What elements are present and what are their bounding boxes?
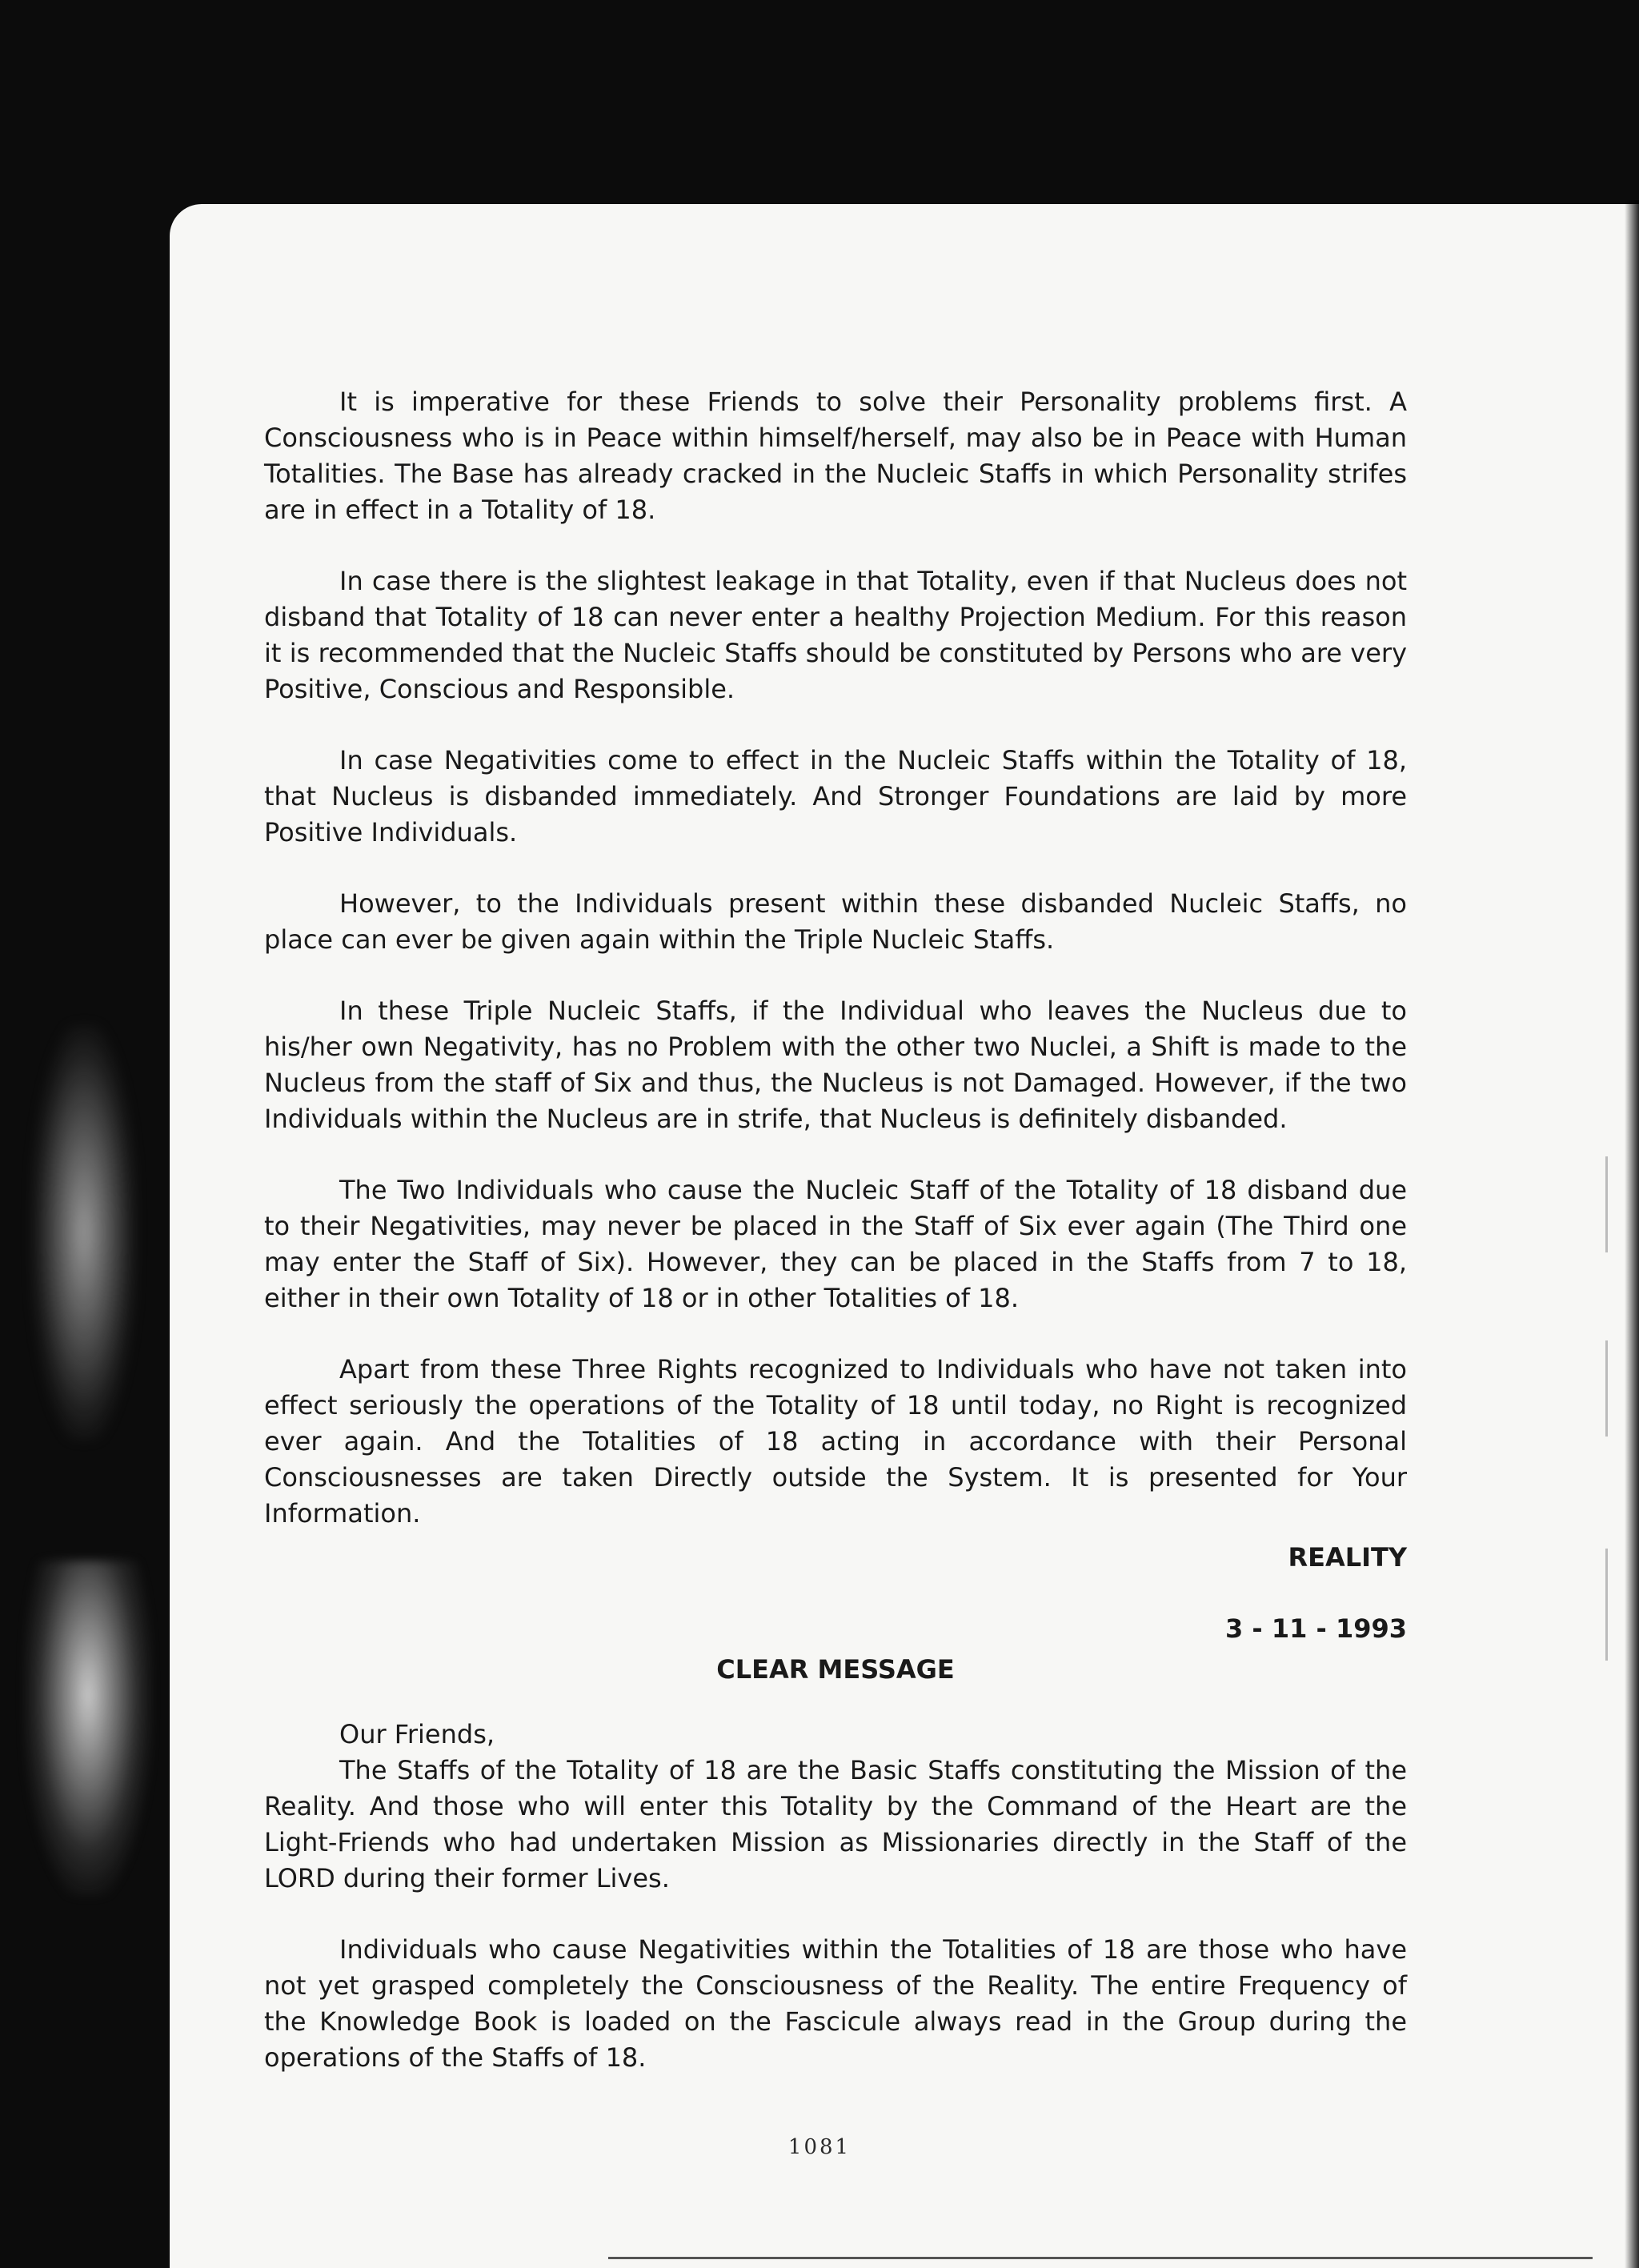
footer-rule [608,2257,1593,2259]
message-date: 3 - 11 - 1993 [1225,1613,1407,1644]
salutation: Our Friends, [339,1719,495,1749]
paragraph: The Staffs of the Totality of 18 are the Basic Staffs constituting the Mission of the Reality. And those who will enter this Totality by the Command of the Heart are the Light-Friends who had undertaken Mission as Missionaries directly in the Staff of the LORD during their former Lives. [264,1755,1407,1893]
scan-artifact [24,1561,152,1897]
margin-mark [1605,1340,1608,1437]
paragraph: It is imperative for these Friends to solve their Personality problems first. A Consciousness who is in Peace within himself/herself, may also be in Peace with Human Totalities. The Base has already cracked in the Nucleic Staffs in which Personality strifes are in effect in a Totality of 18. [264,387,1407,525]
paragraph: In these Triple Nucleic Staffs, if the Individual who leaves the Nucleus due to his/her own Negativity, has no Problem with the other two Nuclei, a Shift is made to the Nucleus from the staff of Six and thus, the Nucleus is not Damaged. However, if the two Individuals within the Nucleus are in strife, that Nucleus is definitely disbanded. [264,996,1407,1134]
page-number: 1081 [787,2135,852,2159]
paragraph: Individuals who cause Negativities within the Totalities of 18 are those who have not yet grasped completely the Consciousness of the Reality. The entire Frequency of the Knowledge Book is loaded on the Fascicule always read in the Group during the operations of the Staffs of 18. [264,1934,1407,2073]
scan-artifact [32,1024,136,1441]
paragraph: The Two Individuals who cause the Nucleic Staff of the Totality of 18 disband due to their Negativities, may never be placed in the Staff of Six ever again (The Third one may enter the Staff of Six). However, they can be placed in the Staffs from 7 to 18, either in their own Totality of 18 or in other Totalities of 18. [264,1175,1407,1313]
page-edge-shadow [1625,200,1639,2268]
paragraph: Apart from these Three Rights recognized to Individuals who have not taken into effect seriously the operations of the Totality of 18 until today, no Right is recognized ever again. And the Totalities of 18 acting in accordance with their Personal Consciousnesses are taken Directly outside the System. It is presented for Your Information. [264,1354,1407,1529]
document-body [264,384,1407,2111]
message-heading: CLEAR MESSAGE [716,1654,955,1685]
paragraph: In case there is the slightest leakage in that Totality, even if that Nucleus does not disband that Totality of 18 can never enter a healthy Projection Medium. For this reason it is recommended that the Nucleic Staffs should be constituted by Persons who are very Positive, Conscious and Responsible. [264,566,1407,704]
margin-mark [1605,1549,1608,1661]
paragraph: In case Negativities come to effect in the Nucleic Staffs within the Totality of 18, that Nucleus is disbanded immediately. And Stronger Foundations are laid by more Positive Individuals. [264,745,1407,847]
signature: REALITY [1288,1542,1407,1573]
margin-mark [1605,1156,1608,1252]
paragraph: However, to the Individuals present within these disbanded Nucleic Staffs, no place can ever be given again within the Triple Nucleic Staffs. [264,888,1407,955]
